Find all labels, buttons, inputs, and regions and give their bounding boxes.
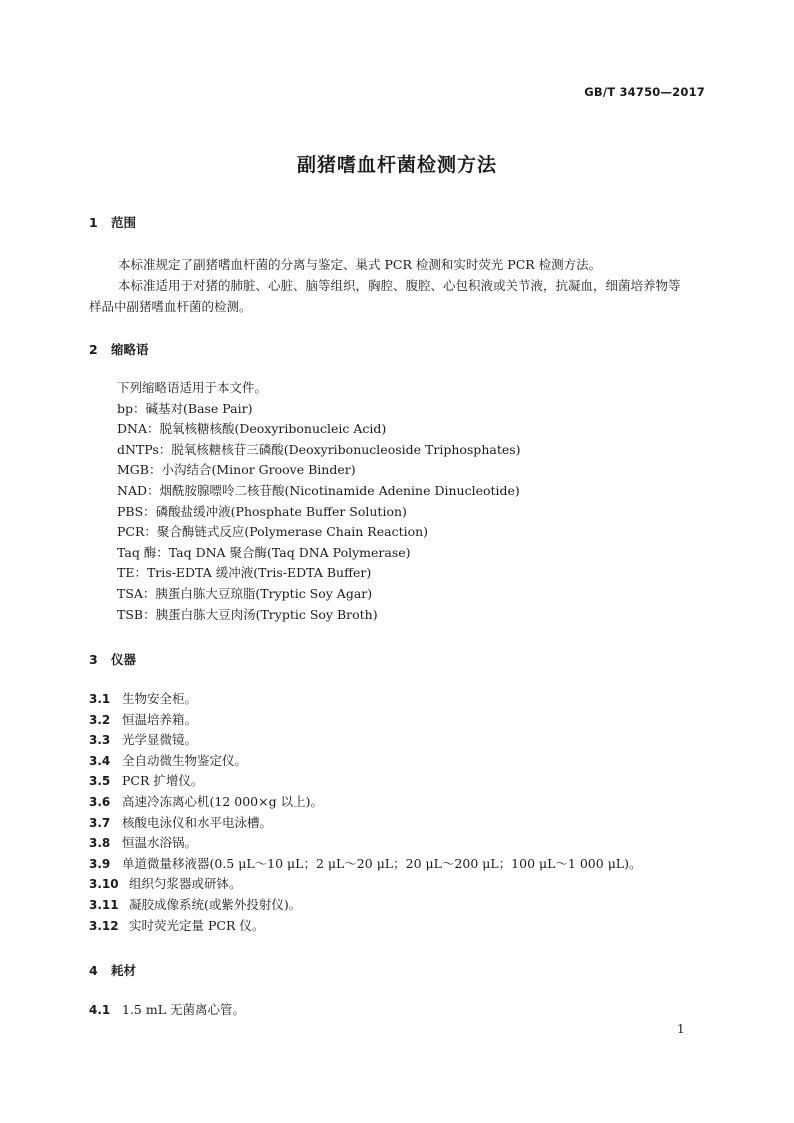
- abbreviation-item: Taq 酶：Taq DNA 聚合酶(Taq DNA Polymerase): [117, 544, 411, 560]
- instrument-item: 3.4 全自动微生物鉴定仪。: [89, 752, 248, 768]
- abbreviation-item: DNA：脱氧核糖核酸(Deoxyribonucleic Acid): [117, 421, 387, 437]
- instrument-item: 3.10 组织匀浆器或研钵。: [89, 876, 242, 892]
- abbreviation-item: TSB：胰蛋白胨大豆肉汤(Tryptic Soy Broth): [117, 606, 378, 622]
- abbreviation-list: [117, 378, 521, 625]
- section-heading-scope: [89, 213, 136, 231]
- section-heading-abbreviations: [89, 340, 149, 358]
- abbreviation-item: MGB：小沟结合(Minor Groove Binder): [117, 462, 356, 478]
- abbreviation-item: TE：Tris-EDTA 缓冲液(Tris-EDTA Buffer): [117, 565, 372, 581]
- section-title: 范围: [111, 215, 137, 230]
- instrument-item: 3.1 生物安全柜。: [89, 691, 198, 706]
- standard-code: GB/T 34750—2017: [584, 85, 705, 99]
- page-number: 1: [677, 1022, 685, 1036]
- abbreviation-item: PBS：磷酸盐缓冲液(Phosphate Buffer Solution): [117, 503, 407, 519]
- abbreviation-item: TSA：胰蛋白胨大豆琼脂(Tryptic Soy Agar): [117, 585, 373, 601]
- section-number: 4: [89, 963, 98, 978]
- abbreviation-intro: 下列缩略语适用于本文件。: [117, 380, 268, 395]
- scope-paragraph-1: 本标准规定了副猪嗜血杆菌的分离与鉴定、巢式 PCR 检测和实时荧光 PCR 检测方法。: [118, 257, 602, 272]
- instrument-item: 3.12 实时荧光定量 PCR 仪。: [89, 917, 265, 933]
- scope-text: [89, 254, 705, 317]
- instrument-item: 3.5 PCR 扩增仪。: [89, 773, 204, 789]
- instrument-item: 3.9 单道微量移液器(0.5 μL～10 μL；2 μL～20 μL；20 μL～200 μL；100 μL～1 000 μL)。: [89, 855, 642, 871]
- instrument-item: 3.6 高速冷冻离心机(12 000×g 以上)。: [89, 793, 323, 809]
- section-heading-consumables: [89, 961, 136, 979]
- abbreviation-item: PCR：聚合酶链式反应(Polymerase Chain Reaction): [117, 524, 429, 540]
- section-number: 1: [89, 215, 98, 230]
- section-number: 3: [89, 652, 98, 667]
- instrument-item: 3.8 恒温水浴锅。: [89, 835, 198, 851]
- instrument-item: 3.2 恒温培养箱。: [89, 711, 198, 727]
- section-title: 仪器: [111, 652, 137, 667]
- abbreviation-item: NAD：烟酰胺腺嘌呤二核苷酸(Nicotinamide Adenine Dinucleotide): [117, 482, 520, 498]
- scope-paragraph-2-line-1: 本标准适用于对猪的肺脏、心脏、脑等组织，胸腔、腹腔、心包积液或关节液，抗凝血，细菌培养物等: [118, 278, 681, 293]
- instrument-item: 3.7 核酸电泳仪和水平电泳槽。: [89, 814, 273, 830]
- instrument-list: [89, 689, 642, 936]
- section-title: 缩略语: [111, 342, 149, 357]
- consumable-item: 4.1 1.5 mL 无菌离心管。: [89, 1002, 245, 1017]
- instrument-item: 3.3 光学显微镜。: [89, 732, 198, 748]
- abbreviation-item: bp：碱基对(Base Pair): [117, 400, 253, 416]
- scope-paragraph-2-line-2: 样品中副猪嗜血杆菌的检测。: [89, 299, 252, 314]
- page-title: 副猪嗜血杆菌检测方法: [296, 154, 497, 176]
- section-number: 2: [89, 342, 98, 357]
- consumable-list: [89, 1000, 245, 1021]
- section-heading-instruments: [89, 650, 136, 668]
- abbreviation-item: dNTPs：脱氧核糖核苷三磷酸(Deoxyribonucleoside Triphosphates): [117, 441, 521, 457]
- instrument-item: 3.11 凝胶成像系统(或紫外投射仪)。: [89, 896, 302, 912]
- section-title: 耗材: [111, 963, 137, 978]
